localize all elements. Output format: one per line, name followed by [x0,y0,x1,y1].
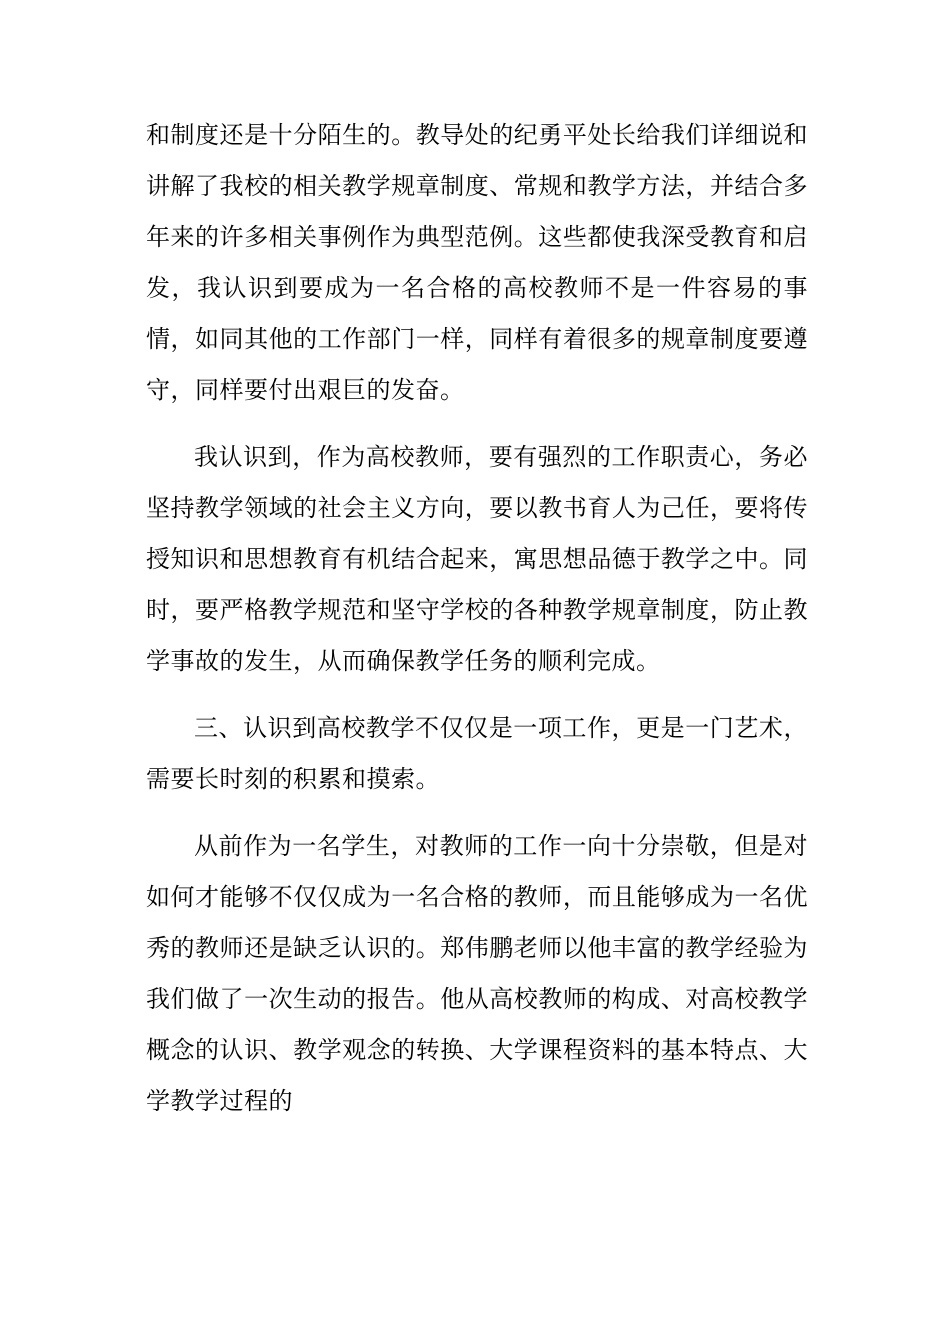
paragraph-4: 从前作为一名学生，对教师的工作一向十分崇敬，但是对如何才能够不仅仅成为一名合格的教师，而且能够成为一名优秀的教师还是缺乏认识的。郑伟鹏老师以他丰富的教学经验为我们做了一次生动的报告。他从高校教师的构成、对高校教学概念的认识、教学观念的转换、大学课程资料的基本特点、大学教学过程的 [146,832,808,1115]
paragraph-3: 三、认识到高校教学不仅仅是一项工作，更是一门艺术，需要长时刻的积累和摸索。 [146,714,808,793]
document-body [146,110,808,1127]
paragraph-1: 和制度还是十分陌生的。教导处的纪勇平处长给我们详细说和讲解了我校的相关教学规章制度、常规和教学方法，并结合多年来的许多相关事例作为典型范例。这些都使我深受教育和启发，我认识到要成为一名合格的高校教师不是一件容易的事情，如同其他的工作部门一样，同样有着很多的规章制度要遵守，同样要付出艰巨的发奋。 [146,121,808,404]
paragraph-2: 我认识到，作为高校教师，要有强烈的工作职责心，务必坚持教学领域的社会主义方向，要以教书育人为己任，要将传授知识和思想教育有机结合起来，寓思想品德于教学之中。同时，要严格教学规范和坚守学校的各种教学规章制度，防止教学事故的发生，从而确保教学任务的顺利完成。 [146,443,808,675]
